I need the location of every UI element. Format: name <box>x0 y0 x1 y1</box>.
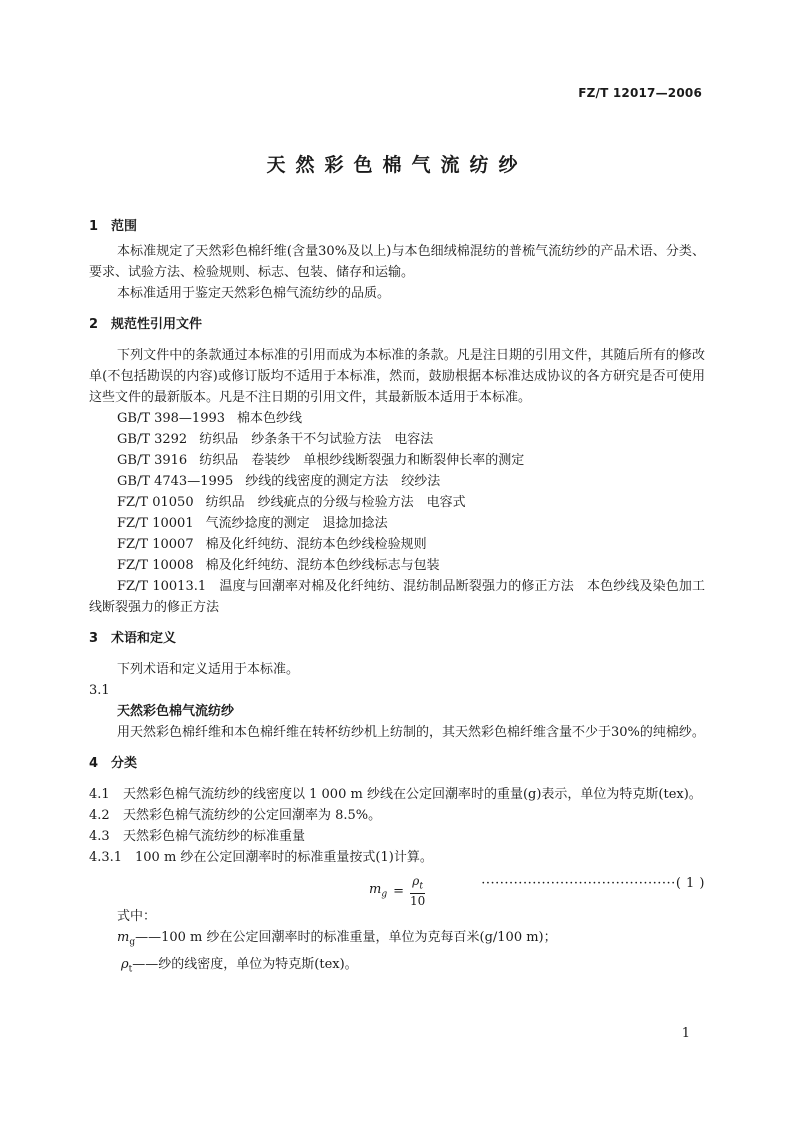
where-label: 式中： <box>117 909 157 924</box>
document-title: 天然彩色棉气流纺纱 <box>266 154 528 176</box>
reference-item: FZ/T 10008 棉及化纤纯纺、混纺本色纱线标志与包装 <box>117 558 440 573</box>
standard-code: FZ/T 12017—2006 <box>578 86 702 100</box>
reference-item: FZ/T 10013.1 温度与回潮率对棉及化纤纯纺、混纺制品断裂强力的修正方法 本色纱线及染色加工线断裂强力的修正方法 <box>89 579 705 615</box>
reference-item: GB/T 3916 纺织品 卷装纱 单根纱线断裂强力和断裂伸长率的测定 <box>117 453 525 468</box>
clause-4-3-1: 4.3.1 100 m 纱在公定回潮率时的标准重量按式(1)计算。 <box>89 850 433 865</box>
reference-item: GB/T 3292 纺织品 纱条条干不匀试验方法 电容法 <box>117 432 434 447</box>
reference-item: FZ/T 10007 棉及化纤纯纺、混纺本色纱线检验规则 <box>117 537 427 552</box>
clause-4-1: 4.1 天然彩色棉气流纺纱的线密度以 1 000 m 纱线在公定回潮率时的重量(g)表示，单位为特克斯(tex)。 <box>89 787 702 802</box>
page-number: 1 <box>681 1026 690 1041</box>
formula-label: ··········································( 1 ) <box>481 876 705 891</box>
clause-4-3: 4.3 天然彩色棉气流纺纱的标准重量 <box>89 829 306 844</box>
section-1-paragraph-2: 本标准适用于鉴定天然彩色棉气流纺纱的品质。 <box>117 286 391 301</box>
reference-list <box>89 408 705 618</box>
document-body <box>89 216 705 980</box>
term-number: 3.1 <box>89 683 110 698</box>
section-3-intro: 下列术语和定义适用于本标准。 <box>117 662 300 677</box>
section-1-paragraph-1: 本标准规定了天然彩色棉纤维(含量30%及以上)与本色细绒棉混纺的普梳气流纺纱的产品术语、分类、要求、试验方法、检验规则、标志、包装、储存和运输。 <box>89 244 705 280</box>
formula-1 <box>89 872 705 909</box>
clause-4-2: 4.2 天然彩色棉气流纺纱的公定回潮率为 8.5%。 <box>89 808 382 823</box>
reference-item: GB/T 4743—1995 纱线的线密度的测定方法 绞纱法 <box>117 474 441 489</box>
section-2-intro: 下列文件中的条款通过本标准的引用而成为本标准的条款。凡是注日期的引用文件，其随后所有的修改单(不包括勘误的内容)或修订版均不适用于本标准，然而，鼓励根据本标准达成协议的各方研究是否可使用这些文件的最新版本。凡是不注日期的引用文件，其最新版本适用于本标准。 <box>89 348 705 405</box>
section-2-heading: 2 规范性引用文件 <box>89 317 203 332</box>
reference-item: FZ/T 01050 纺织品 纱线疵点的分级与检验方法 电容式 <box>117 495 466 510</box>
reference-item: FZ/T 10001 气流纱捻度的测定 退捻加捻法 <box>117 516 388 531</box>
section-3-heading: 3 术语和定义 <box>89 631 177 646</box>
reference-item: GB/T 398—1993 棉本色纱线 <box>117 411 303 426</box>
section-1-heading: 1 范围 <box>89 219 138 234</box>
symbol-definition: $\rho_t——$纱的线密度，单位为特克斯(tex)。 <box>121 956 358 975</box>
formula-expression: $m_g$ = $\frac{\rho_t}{10}$ <box>369 874 426 909</box>
term-definition: 用天然彩色棉纤维和本色棉纤维在转杯纺纱机上纺制的，其天然彩色棉纤维含量不少于30%的纯棉纱。 <box>117 725 705 740</box>
term-name: 天然彩色棉气流纺纱 <box>117 704 235 719</box>
symbol-definition: $m_g——100$ m 纱在公定回潮率时的标准重量，单位为克每百米(g/100 m)； <box>117 930 557 948</box>
formula-fraction: $\frac{\rho_t}{10}$ <box>410 874 426 909</box>
section-4-heading: 4 分类 <box>89 756 138 771</box>
